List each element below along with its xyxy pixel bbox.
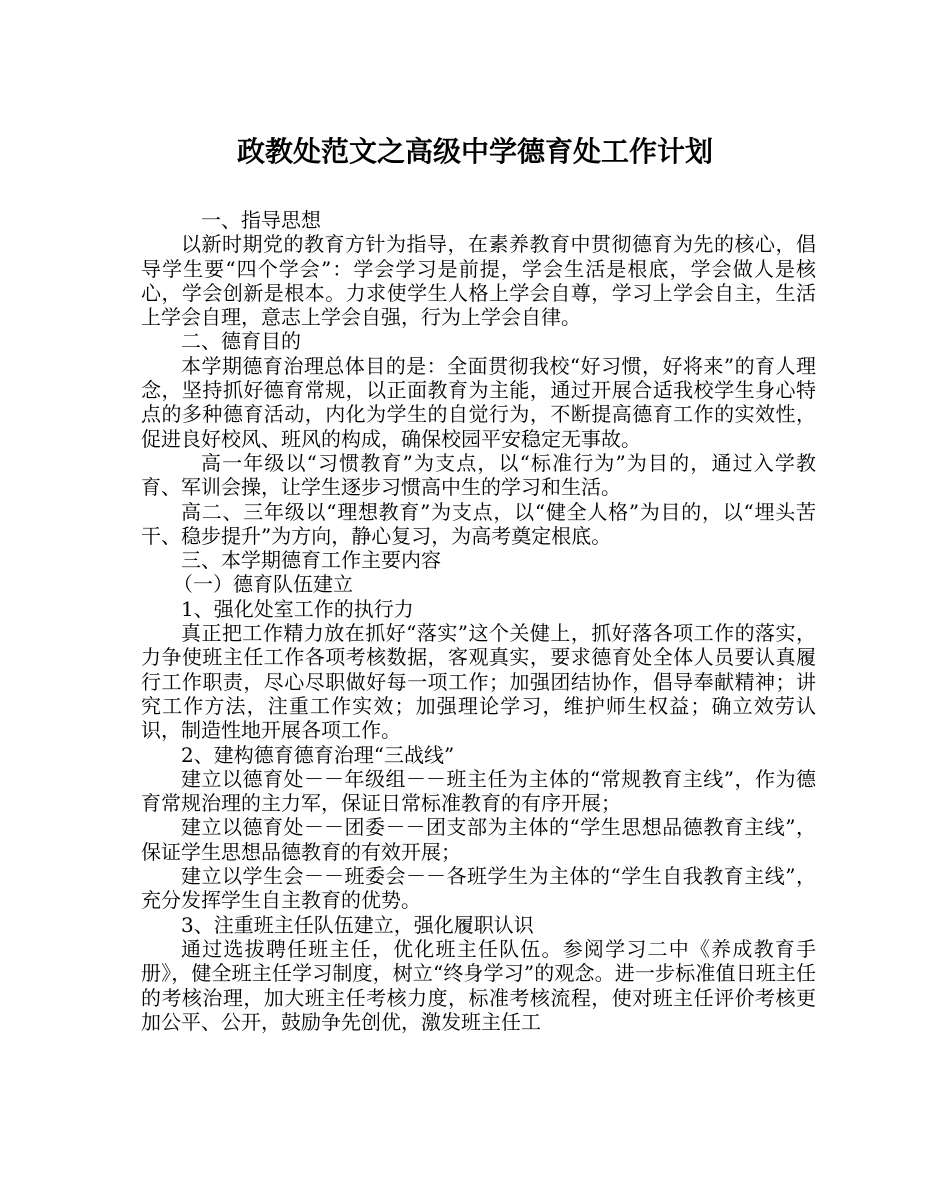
section-heading: （一）德育队伍建立 <box>173 572 353 597</box>
section-heading: 三、本学期德育工作主要内容 <box>181 548 441 573</box>
body-paragraph: 高二、三年级以“理想教育”为支点，以“健全人格”为目的，以“埋头苦干、稳步提升”为方向，静心复习，为高考奠定根底。 <box>141 499 816 548</box>
body-paragraph: 本学期德育治理总体目的是：全面贯彻我校“好习惯，好将来”的育人理念，坚持抓好德育常规，以正面教育为主能，通过开展合适我校学生身心特点的多种德育活动，内化为学生的自觉行为，不断提高德育工作的实效性，促进良好校风、班风的构成，确保校园平安稳定无事故。 <box>141 353 816 451</box>
section-heading: 3、注重班主任队伍建立，强化履职认识 <box>181 912 534 937</box>
section-heading: 一、指导思想 <box>201 208 321 232</box>
body-paragraph: 建立以德育处－－团委－－团支部为主体的“学生思想品德教育主线”，保证学生思想品德教育的有效开展； <box>141 815 816 864</box>
body-paragraph: 建立以学生会－－班委会－－各班学生为主体的“学生自我教育主线”，充分发挥学生自主教育的优势。 <box>141 864 816 913</box>
section-heading: 2、建构德育德育治理“三战线” <box>181 742 455 767</box>
body-paragraph: 以新时期党的教育方针为指导，在素养教育中贯彻德育为先的核心，倡导学生要“四个学会”：学会学习是前提，学会生活是根底，学会做人是核心，学会创新是根本。力求使学生人格上学会自尊，学习上学会自主，生活上学会自理，意志上学会自强，行为上学会自律。 <box>141 232 816 330</box>
section-heading: 二、德育目的 <box>181 329 301 354</box>
section-heading: 高一年级以“习惯教育”为支点，以“标准行为”为目的，通过入学教育、军训会操，让学生逐步习惯高中生的学习和生活。 <box>141 450 816 500</box>
section-heading: 1、强化处室工作的执行力 <box>181 596 414 621</box>
body-paragraph: 通过选拔聘任班主任，优化班主任队伍。参阅学习二中《养成教育手册》，健全班主任学习制度，树立“终身学习”的观念。进一步标准值日班主任的考核治理，加大班主任考核力度，标准考核流程，使对班主任评价考核更加公平、公开，鼓励争先创优，激发班主任工 <box>141 936 816 1034</box>
document-body <box>141 208 816 1034</box>
document-title: 政教处范文之高级中学德育处工作计划 <box>236 135 713 168</box>
body-paragraph: 建立以德育处－－年级组－－班主任为主体的“常规教育主线”，作为德育常规治理的主力军，保证日常标准教育的有序开展； <box>141 766 816 816</box>
body-paragraph: 真正把工作精力放在抓好“落实”这个关健上，抓好落各项工作的落实，力争使班主任工作各项考核数据，客观真实，要求德育处全体人员要认真履行工作职责，尽心尽职做好每一项工作；加强团结协作，倡导奉献精神；讲究工作方法，注重工作实效；加强理论学习，维护师生权益；确立效劳认识，制造性地开展各项工作。 <box>141 621 816 743</box>
